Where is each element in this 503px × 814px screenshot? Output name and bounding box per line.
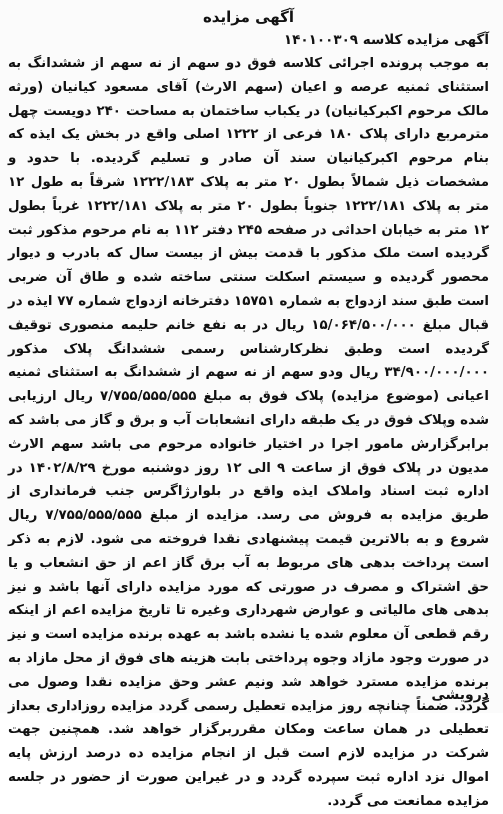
case-number: آگهی مزایده کلاسه ۱۴۰۱۰۰۳۰۹ <box>283 32 489 48</box>
signature: درویشی <box>431 687 489 703</box>
notice-body: به موجب پرونده اجرائی کلاسه فوق دو سهم از نه سهم از ششدانگ به استثنای ثمنیه عرصه و اعیان (سهم الارث) آقای مسعود کیانیان (ورثه مالک مرحوم اکبرکیانیان) در یکباب ساختمان به مساحت ۲۴۰ دویست چهل مترمربع دارای پلاک ۱۸۰ فرعی از ۱۲۲۲ اصلی واقع در بخش یک ایذه که بنام مرحوم اکبرکیانیان سند آن صادر و تسلیم گردیده. با حدود و مشخصات ذیل شمالاً بطول ۲۰ متر به پلاک ۱۲۲۲/۱۸۳ شرقاً به طول ۱۲ متر به پلاک ۱۲۲۲/۱۸۱ جنوباً بطول ۲۰ متر به پلاک ۱۲۲۲/۱۸۱ غرباً بطول ۱۲ متر به خیابان احداثی در صفحه ۲۴۵ دفتر ۱۱۲ به نام مرحوم مذکور ثبت گردیده است ملک مذکور با قدمت بیش از بیست سال که بادرب و دیوار محصور گردیده و سیستم اسکلت سنتی ساخته شده و طاق آن ضربی است طبق سند ازدواج به شماره ۱۵۷۵۱ دفترخانه ازدواج شماره ۷۷ ایذه در قبال مبلغ ۱۵/۰۶۴/۵۰۰/۰۰۰ ریال در به نفع خانم حلیمه منصوری توقیف گردیده است وطبق نظرکارشناس رسمی ششدانگ پلاک مذکور ۳۴/۹۰۰/۰۰۰/۰۰۰ ریال ودو سهم از نه سهم از ششدانگ به استثنای ثمنیه اعیانی (موضوع مزایده) پلاک فوق به مبلغ ۷/۷۵۵/۵۵۵/۵۵۵ ریال ارزیابی شده وپلاک فوق در یک طبقه دارای انشعابات آب و برق و گاز می باشد که برابرگزارش مامور اجرا در اختیار خانواده مرحوم می باشد سهم الارث مدیون در پلاک فوق از ساعت ۹ الی ۱۲ روز دوشنبه مورخ ۱۴۰۲/۸/۲۹ در اداره ثبت اسناد واملاک ایذه واقع در بلوارژاگرس جنب فرمانداری از طریق مزایده به فروش می رسد. مزایده از مبلغ ۷/۷۵۵/۵۵۵/۵۵۵ ریال شروع و به بالاترین قیمت پیشنهادی نقدا فروخته می شود. لازم به ذکر است پرداخت بدهی های مربوط به آب برق گاز اعم از حق انشعاب و یا حق اشتراک و مصرف در صورتی که مورد مزایده دارای آنها باشد و نیز بدهی های مالیاتی و عوارض شهرداری وغیره تا تاریخ مزایده اعم از اینکه رقم قطعی آن معلوم شده یا نشده باشد به عهده برنده مزایده است و نیز در صورت وجود مازاد وجوه پرداختی بابت هزینه های فوق از محل مازاد به برنده مزایده مسترد خواهد شد ونیم عشر وحق مزایده نقدا وصول می گردد. ضمناً چنانچه روز مزایده تعطیل رسمی گردد مزایده روزاداری بعداز تعطیلی در همان ساعت ومکان مقرربرگزار خواهد شد. همچنین جهت شرکت در مزایده لازم است قبل از انجام مزایده ده درصد ارزش پایه اموال نزد اداره ثبت سپرده گردد و در غیراین صورت از حضور در جلسه مزایده ممانعت می گردد. <box>8 56 490 809</box>
notice-title: آگهی مزایده <box>202 8 295 26</box>
